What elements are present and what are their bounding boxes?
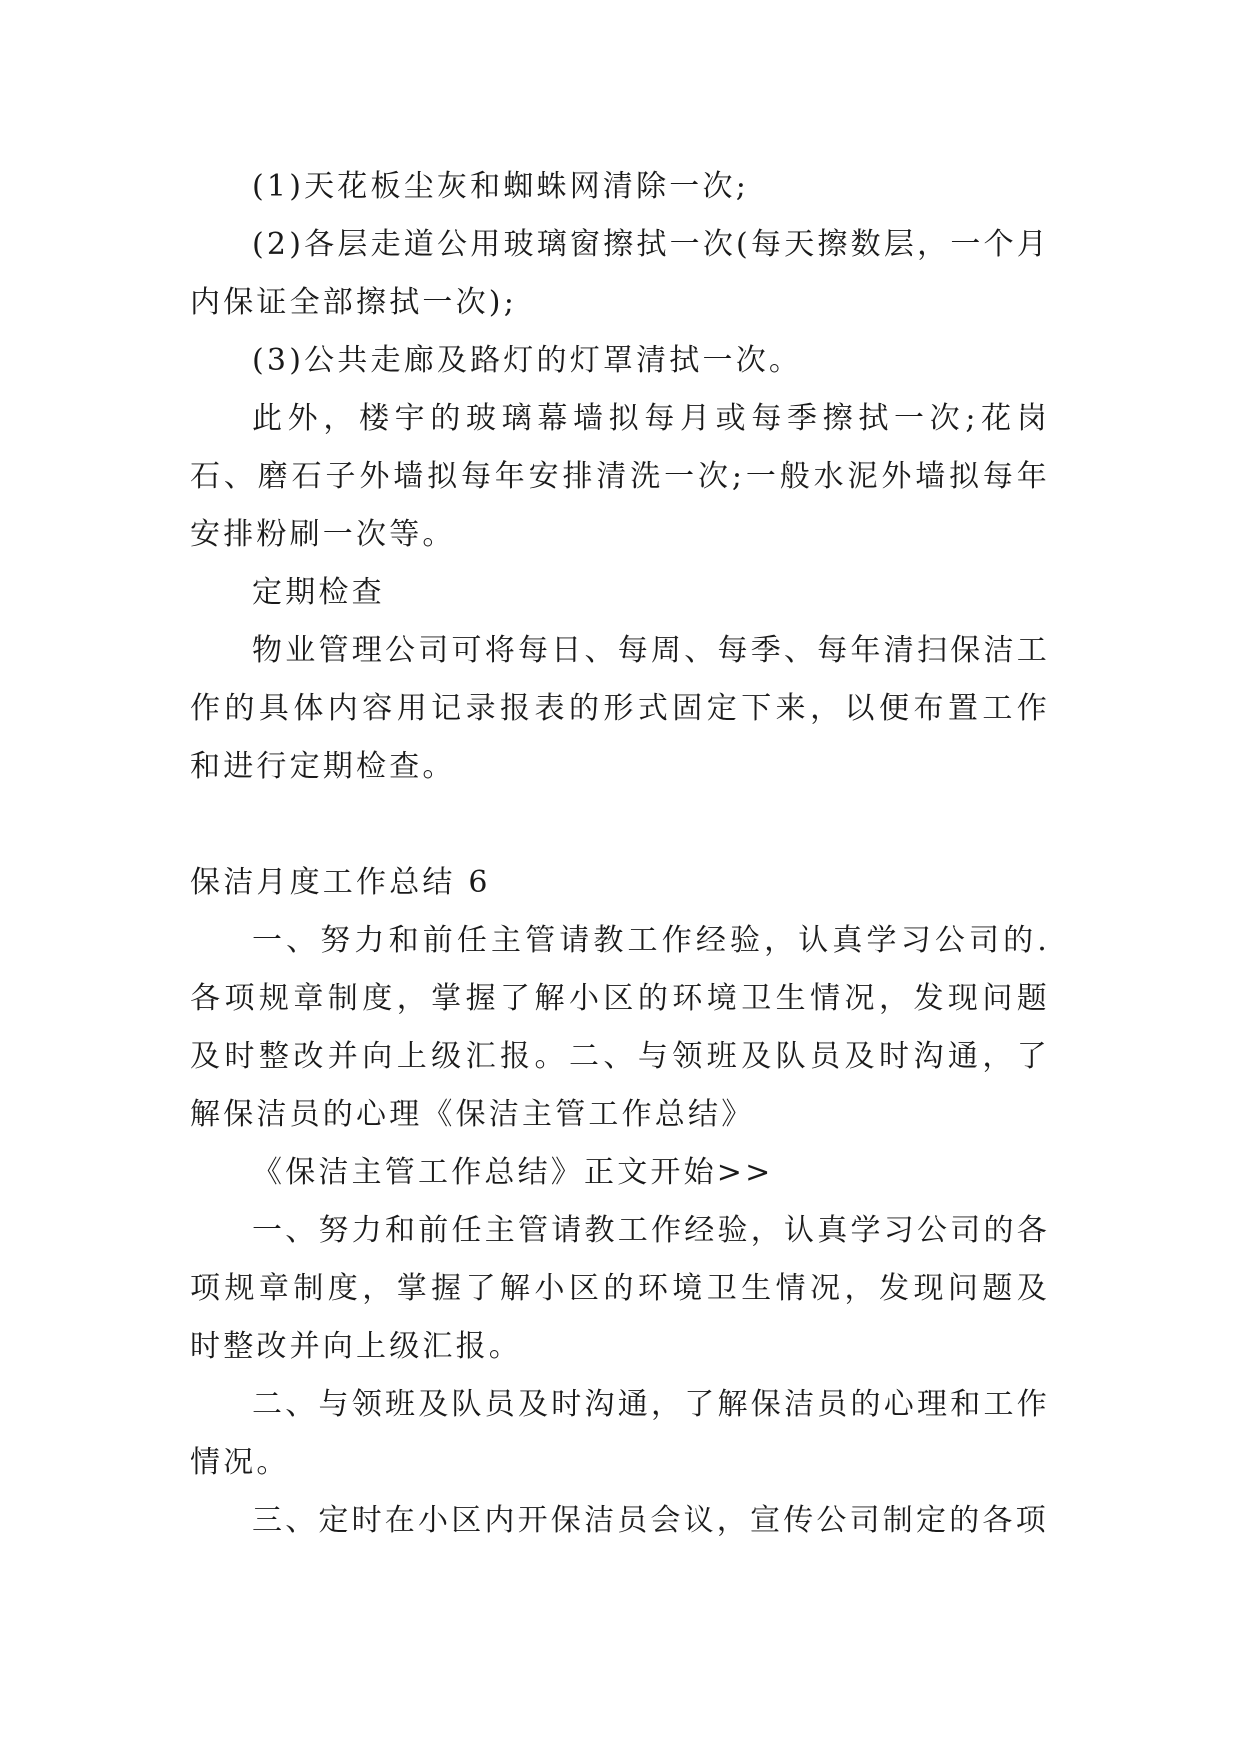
paragraph: (3)公共走廊及路灯的灯罩清拭一次。 (252, 343, 803, 378)
paragraph: 二、与领班及队员及时沟通，了解保洁员的心理和工作情况。 (190, 1387, 1050, 1480)
subheading: 定期检查 (252, 575, 385, 610)
paragraph: (2)各层走道公用玻璃窗擦拭一次(每天擦数层，一个月内保证全部擦拭一次); (190, 227, 1050, 320)
section-title: 保洁月度工作总结 6 (190, 865, 491, 900)
paragraph: 三、定时在小区内开保洁员会议，宣传公司制定的各项 (252, 1503, 1049, 1538)
document-body (190, 158, 1050, 1550)
paragraph: 一、努力和前任主管请教工作经验，认真学习公司的各项规章制度，掌握了解小区的环境卫生情况，发现问题及时整改并向上级汇报。 (190, 1213, 1050, 1364)
paragraph: 物业管理公司可将每日、每周、每季、每年清扫保洁工作的具体内容用记录报表的形式固定下来，以便布置工作和进行定期检查。 (190, 633, 1050, 784)
paragraph: 《保洁主管工作总结》正文开始>> (252, 1155, 774, 1190)
paragraph: 此外，楼宇的玻璃幕墙拟每月或每季擦拭一次;花岗石、磨石子外墙拟每年安排清洗一次;一般水泥外墙拟每年安排粉刷一次等。 (190, 401, 1050, 552)
paragraph: 一、努力和前任主管请教工作经验，认真学习公司的.各项规章制度，掌握了解小区的环境卫生情况，发现问题及时整改并向上级汇报。二、与领班及队员及时沟通，了解保洁员的心理《保洁主管工作总结》 (190, 923, 1050, 1132)
paragraph: (1)天花板尘灰和蜘蛛网清除一次; (252, 169, 750, 204)
